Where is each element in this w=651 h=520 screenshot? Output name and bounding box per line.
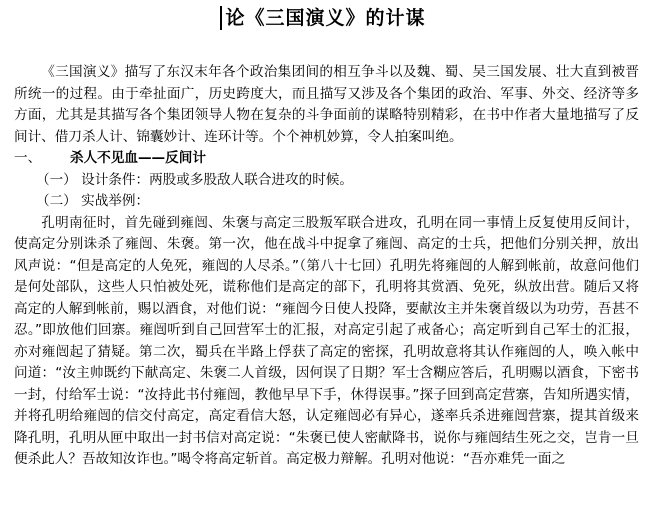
section-number: 一、 (14, 150, 42, 166)
example-paragraph: 孔明南征时，首先碰到雍闿、朱褒与高定三股叛军联合进攻，孔明在同一事情上反复使用反间计，使高定分别诛杀了雍闿、朱褒。第一次，他在战斗中捉拿了雍闿、高定的士兵，把他们分别关押，放出风声说：“但是高定的人免死，雍闿的人尽杀。”（第八十七回）孔明先将雍闿的人解到帐前，故意问他们是何处部队，这些人只怕被处死，谎称他们是高定的部下，孔明将其赏酒、免死，纵放出营。随后又将高定的人解到帐前，赐以酒食，对他们说：“雍闿今日使人投降，要献汝主并朱褒首级以为功劳，吾甚不忍。”即放他们回寨。雍闿听到自己回营军士的汇报，对高定引起了戒备心；高定听到自己军士的汇报，亦对雍闿起了猜疑。第二次，蜀兵在半路上俘获了高定的密探，孔明故意将其认作雍闿的人，唤入帐中问道：“汝主帅既约下献高定、朱褒二人首级，因何误了日期？军士含糊应答后，孔明赐以酒食，下密书一封，付给军士说：“汝持此书付雍闿，教他早早下手，休得误事。”探子回到高定营寨，告知所遇实情，并将孔明给雍闿的信交付高定，高定看信大怒，认定雍闿必有异心，遂率兵杀进雍闿营寨，提其首级来降孔明，孔明从匣中取出一封书信对高定说：“朱褒已使人密献降书，说你与雍闿结生死之交，岂肯一旦便杀此人？吾故知汝诈也。”喝令将高定斩首。高定极力辩解。孔明对他说：“吾亦难凭一面之 (14, 214, 639, 467)
text-cursor (220, 6, 222, 30)
section-heading-text: 杀人不见血——反间计 (70, 150, 206, 166)
document-title: 论《三国演义》的计谋 (225, 7, 426, 29)
section-heading (14, 148, 639, 170)
intro-paragraph: 《三国演义》描写了东汉末年各个政治集团间的相互争斗以及魏、蜀、吴三国发展、壮大直到被晋所统一的过程。由于牵扯面广，历史跨度大，而且描写又涉及各个集团的政治、军事、外交、经济等多方面，尤其是其描写各个集团领导人物在复杂的斗争面前的谋略特别精彩，在书中作者大量地描写了反间计、借刀杀人计、锦囊妙计、连环计等。个个神机妙算，令人拍案叫绝。 (14, 64, 639, 145)
condition-item: （一） 设计条件：两股或多股敌人联合进攻的时候。 (36, 171, 353, 188)
example-item: （二） 实战举例： (36, 193, 150, 209)
document-body[interactable] (14, 62, 639, 471)
